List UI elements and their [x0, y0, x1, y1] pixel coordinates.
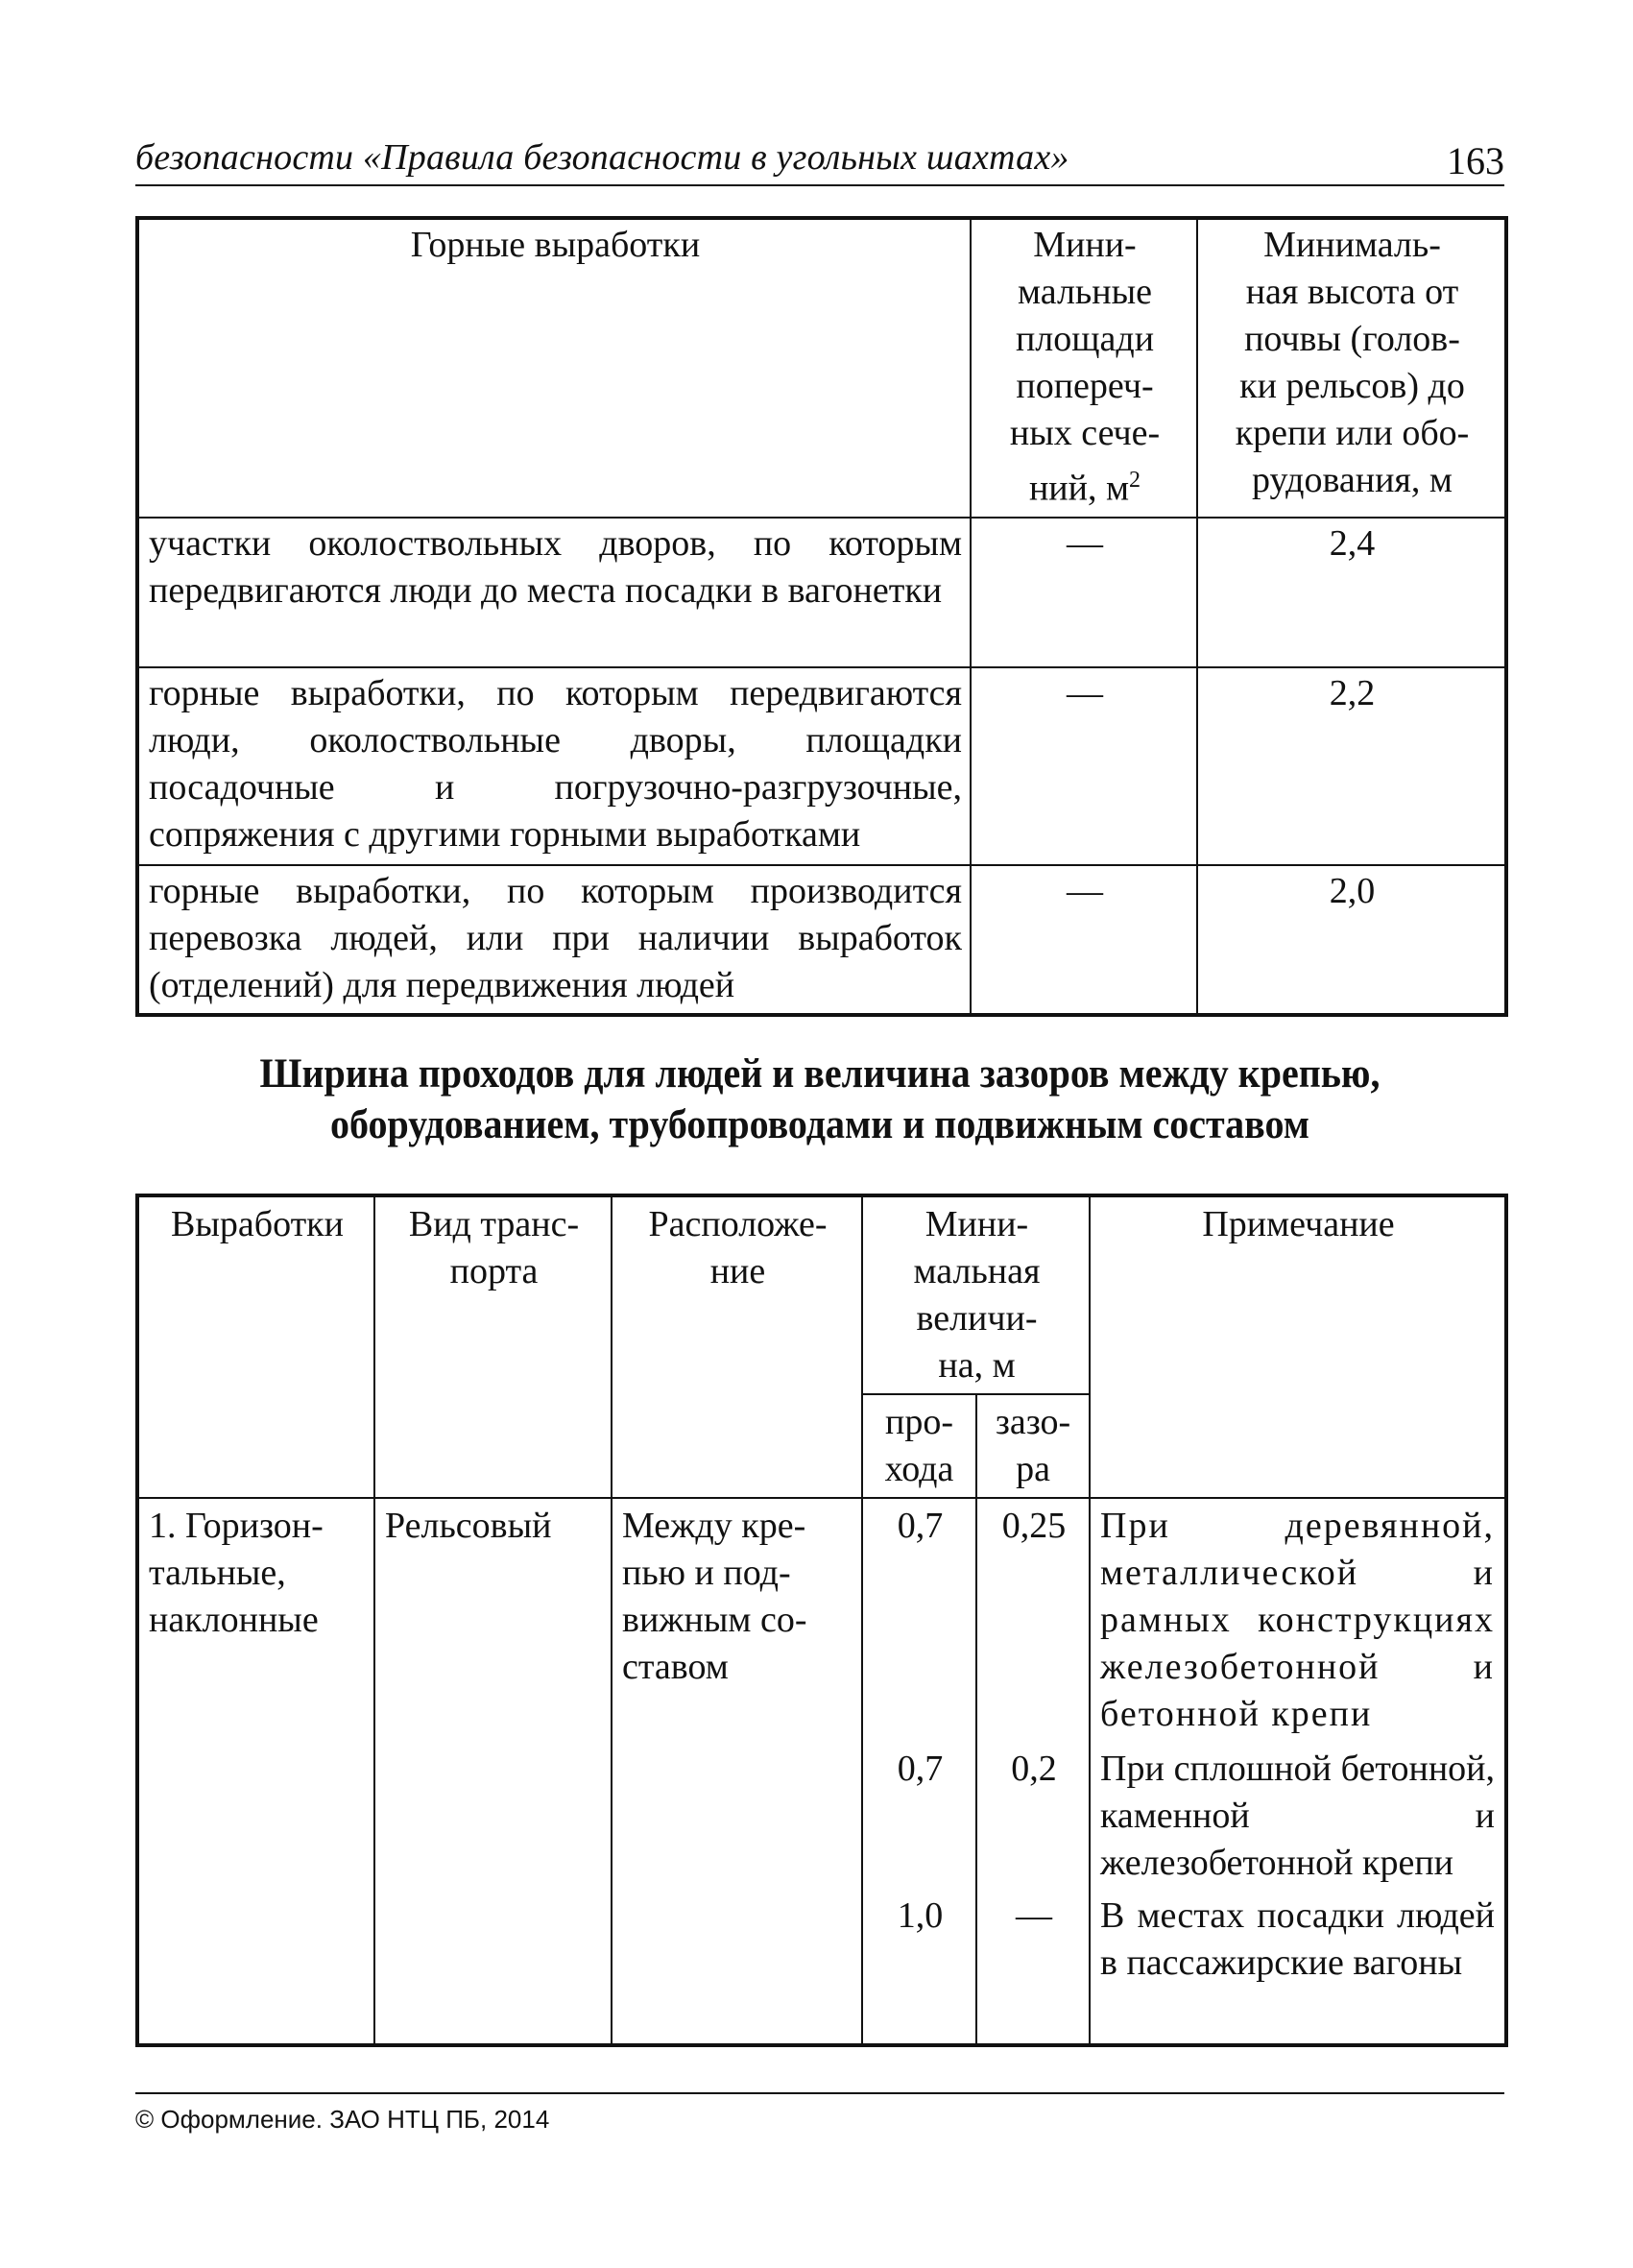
passage-value: 0,7	[897, 1749, 944, 1789]
header-cell-min-area: Мини- мальные площади попереч- ных сече- ний, $м^2$	[971, 218, 1197, 518]
header-cell-transport: Вид транс- порта	[374, 1195, 612, 1498]
table-min-dimensions	[135, 216, 1508, 1017]
passage-value: 1,0	[897, 1895, 944, 1936]
passage-value: 0,7	[897, 1506, 944, 1546]
gap-value: 0,25	[1001, 1506, 1067, 1546]
gap-value: 0,2	[1011, 1749, 1057, 1789]
row-area: —	[971, 667, 1197, 865]
row-name: горные выработки, по которым передвигаются люди, околоствольные дворы, площадки посадочные и погрузочно-разгрузочные, сопряжения с другими горными выработками	[137, 667, 971, 865]
running-header	[135, 134, 1504, 186]
row-height: 2,4	[1197, 518, 1506, 667]
gap-value: —	[1016, 1895, 1052, 1936]
note-text: При сплошной бетонной, каменной и железобетонной крепи	[1100, 1749, 1495, 1883]
table-passages-gaps	[135, 1194, 1508, 2047]
header-cell-passage: про- хода	[862, 1394, 976, 1498]
header-cell-min-height: Минималь- ная высота от почвы (голов- ки рельсов) до крепи или обо- рудования, м	[1197, 218, 1506, 518]
note-text: При деревянной, металлической и рамных конструкциях железобетонной и бетонной крепи	[1100, 1506, 1495, 1734]
row-location: Между кре- пью и под- вижным со- ставом	[612, 1498, 862, 2045]
row-workings: 1. Горизон- тальные, наклонные	[137, 1498, 374, 2045]
table-row	[137, 1498, 1506, 2045]
header-cell-workings: Горные выработки	[137, 218, 971, 518]
row-height: 2,2	[1197, 667, 1506, 865]
header-cell-gap: зазо- ра	[976, 1394, 1090, 1498]
row-notes	[1090, 1498, 1506, 2045]
table-row	[137, 865, 1506, 1015]
table-header-row	[137, 218, 1506, 518]
row-passage-values	[862, 1498, 976, 2045]
page-number: 163	[1447, 139, 1504, 182]
table-header-row	[137, 1195, 1506, 1394]
row-gap-values	[976, 1498, 1090, 2045]
header-cell-location: Расположе- ние	[612, 1195, 862, 1498]
row-height: 2,0	[1197, 865, 1506, 1015]
row-name: горные выработки, по которым производится перевозка людей, или при наличии выработок (отделений) для передвижения людей	[137, 865, 971, 1015]
table-row	[137, 667, 1506, 865]
footer-rule	[135, 2092, 1504, 2094]
row-name: участки околоствольных дворов, по которым передвигаются люди до места посадки в вагонетки	[137, 518, 971, 667]
header-cell-note: Примечание	[1090, 1195, 1506, 1498]
row-area: —	[971, 518, 1197, 667]
table-row	[137, 518, 1506, 667]
header-cell-min-value: Мини- мальная величи- на, м	[862, 1195, 1090, 1394]
row-area: —	[971, 865, 1197, 1015]
section-heading: Ширина проходов для людей и величина зазоров между крепью, оборудованием, трубопроводами и подвижным составом	[259, 1051, 1381, 1147]
running-title: безопасности «Правила безопасности в угольных шахтах»	[135, 137, 1069, 178]
footer-copyright: © Оформление. ЗАО НТЦ ПБ, 2014	[135, 2105, 550, 2134]
note-text: В местах посадки людей в пассажирские вагоны	[1100, 1895, 1495, 1983]
header-cell-workings: Выработки	[137, 1195, 374, 1498]
row-transport: Рельсовый	[374, 1498, 612, 2045]
